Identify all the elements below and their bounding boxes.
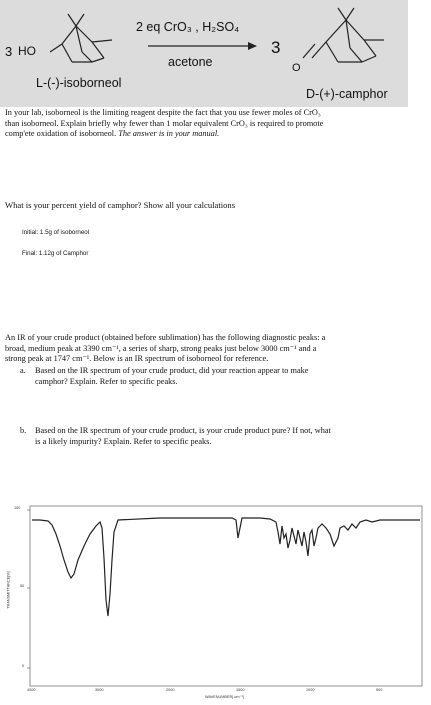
ir-line-2: broad, medium peak at 3390 cm⁻¹, a series of sharp, strong peaks just below 3000 cm⁻¹ and a [5,343,317,353]
final-note [22,250,88,257]
reaction-solvent: acetone [168,55,213,69]
intro-line-1: In your lab, isoborneol is the limiting reagent despite the fact that you use fewer moles of CrO₃ [5,108,321,117]
x-tick-1500: 1500 [236,688,245,692]
ir-trace [32,518,420,616]
ir-paragraph [5,333,431,365]
yield-question: What is your percent yield of camphor? Show all your calculations [5,200,236,210]
hydroxyl-label: HO [18,44,36,58]
y-label-100: 100 [14,506,21,510]
x-tick-4000: 4000 [27,688,36,692]
final-value: 1.12g of Camphor [38,250,89,257]
camphor-structure [303,8,384,62]
question-b-marker: b. [20,426,27,435]
question-a-line-2: camphor? Explain. Refer to specific peaks. [35,376,178,386]
manual-note: The answer is in your manual. [118,129,220,139]
x-tick-3000: 3000 [95,688,104,692]
camphor-name: D-(+)-camphor [306,87,388,101]
intro-line-3 [5,129,431,140]
question-b-line-1: Based on the IR spectrum of your crude product, is your crude product pure? If not, what [35,426,331,435]
reaction-arrowhead [248,42,257,50]
carbonyl-oxygen-label: O [292,62,301,74]
intro-line-2: than isoborneol. Explain briefly why fewer than 1 molar equivalent CrO₃ is required to promote [5,118,324,128]
x-tick-500: 500 [376,688,383,692]
question-b-line-2: is a likely impurity? Explain. Refer to specific peaks. [35,436,212,446]
initial-label: Initial: [22,229,39,236]
x-tick-1000: 1000 [306,688,315,692]
question-a-line-1: Based on the IR spectrum of your crude product, did your reaction appear to make [35,366,309,375]
final-label: Final: [22,250,38,257]
x-axis-title: WAVENUMBER[-cm⁻¹] [205,695,244,699]
question-a [20,366,431,387]
ir-line-1: An IR of your crude product (obtained before sublimation) has the following diagnostic peaks: a [5,333,326,342]
question-a-marker: a. [20,366,26,375]
product-coefficient: 3 [271,38,281,57]
reaction-scheme [0,0,408,107]
ir-spectrum [0,498,431,700]
y-axis-title: TRANSMITTANCE[%] [6,571,11,609]
reaction-conditions: 2 eq CrO₃ , H₂SO₄ [136,20,240,34]
plot-frame [30,506,422,686]
initial-note [22,229,89,236]
x-tick-2000: 2000 [166,688,175,692]
reactant-coefficient: 3 [5,44,13,59]
y-label-50: 50 [20,584,25,588]
intro-paragraph [5,108,431,140]
initial-value: 1.5g of isoborneol [39,229,90,236]
isoborneol-structure [50,14,112,62]
y-label-0: 0 [22,664,25,668]
question-b [20,426,431,447]
ir-spectrum-plot [0,498,431,700]
ir-line-3: strong peak at 1747 cm⁻¹. Below is an IR spectrum of isoborneol for reference. [5,354,269,364]
question-a-row-1 [20,366,431,377]
isoborneol-name: L-(-)-isoborneol [36,76,122,90]
intro-line-3-text: comp'ete oxidation of isoborneol. [5,129,119,139]
question-b-row-1 [20,426,431,437]
